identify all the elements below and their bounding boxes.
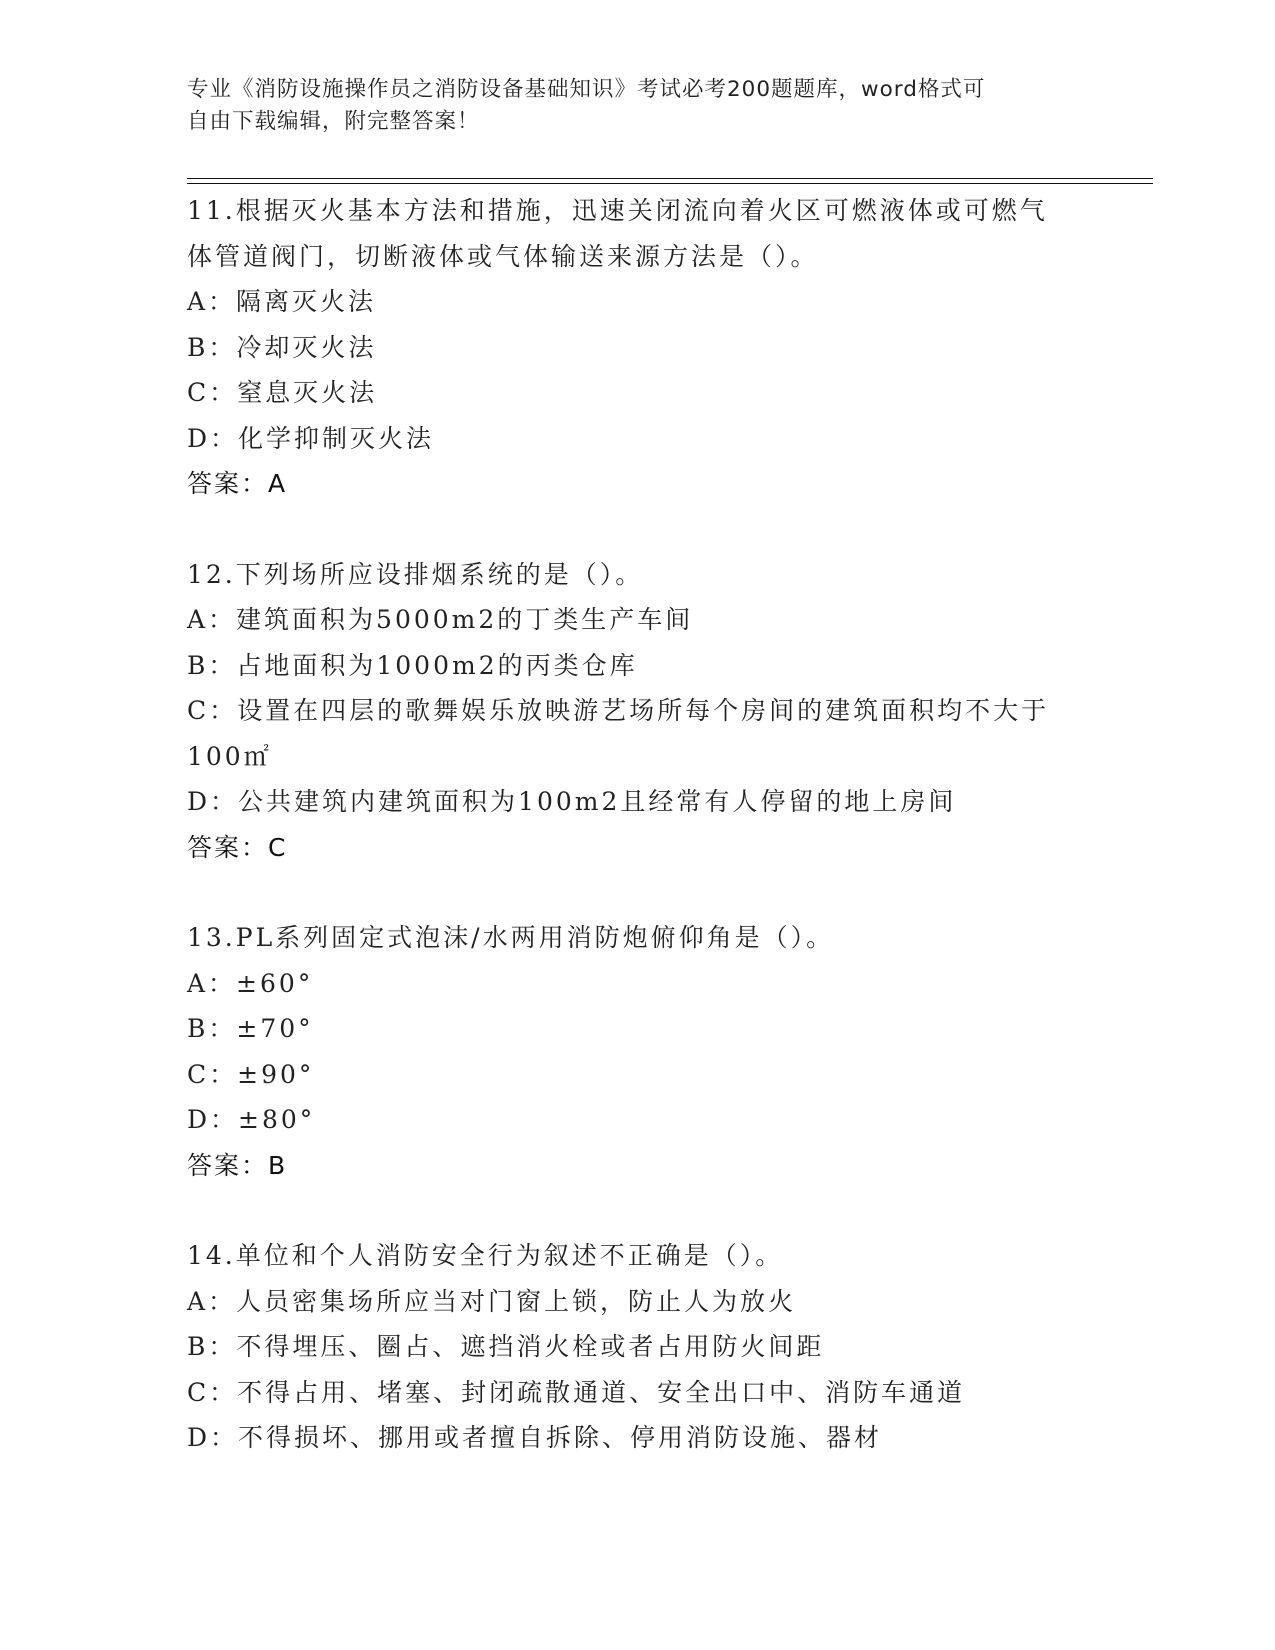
header-divider-bottom xyxy=(187,183,1153,184)
question-stem-line: 13.PL系列固定式泡沫/水两用消防炮俯仰角是（）。 xyxy=(187,923,835,952)
answer-line: 答案：C xyxy=(187,832,288,862)
option-c: C：±90° xyxy=(187,1059,315,1089)
option-d: D：±80° xyxy=(187,1105,316,1134)
answer-line: 答案：A xyxy=(187,469,288,498)
question-spacer xyxy=(187,507,1087,552)
option-c-continued: 100㎡ xyxy=(187,741,272,771)
option-d: D：公共建筑内建筑面积为100m2且经常有人停留的地上房间 xyxy=(187,787,957,816)
question-list xyxy=(187,188,1087,1461)
option-a: A：建筑面积为5000m2的丁类生产车间 xyxy=(187,605,694,634)
question-stem-line: 体管道阀门，切断液体或气体输送来源方法是（）。 xyxy=(187,241,819,271)
question-spacer xyxy=(187,870,1087,915)
option-c: C：不得占用、堵塞、封闭疏散通道、安全出口中、消防车通道 xyxy=(187,1377,966,1407)
document-header xyxy=(187,74,1067,138)
option-d: D：不得损坏、挪用或者擅自拆除、停用消防设施、器材 xyxy=(187,1423,883,1452)
question-12 xyxy=(187,552,1087,871)
question-stem-line: 14.单位和个人消防安全行为叙述不正确是（）。 xyxy=(187,1241,784,1270)
option-b: B：不得埋压、圈占、遮挡消火栓或者占用防火间距 xyxy=(187,1332,825,1361)
question-14 xyxy=(187,1233,1087,1461)
answer-line: 答案：B xyxy=(187,1150,288,1180)
option-d: D：化学抑制灭火法 xyxy=(187,423,435,453)
header-line-1: 专业《消防设施操作员之消防设备基础知识》考试必考200题题库，word格式可 xyxy=(187,77,986,102)
option-a: A：±60° xyxy=(187,968,314,998)
header-line-2: 自由下载编辑，附完整答案！ xyxy=(187,109,480,134)
option-b: B：冷却灭火法 xyxy=(187,332,377,362)
option-a: A：人员密集场所应当对门窗上锁，防止人为放火 xyxy=(187,1286,797,1316)
option-a: A：隔离灭火法 xyxy=(187,287,377,316)
option-c: C：设置在四层的歌舞娱乐放映游艺场所每个房间的建筑面积均不大于 xyxy=(187,696,1050,725)
option-c: C：窒息灭火法 xyxy=(187,378,378,407)
question-11 xyxy=(187,188,1087,507)
question-13 xyxy=(187,915,1087,1188)
option-b: B：占地面积为1000m2的丙类仓库 xyxy=(187,650,638,680)
option-b: B：±70° xyxy=(187,1014,314,1043)
header-divider-top xyxy=(187,178,1153,179)
question-stem-line: 11.根据灭火基本方法和措施，迅速关闭流向着火区可燃液体或可燃气 xyxy=(187,196,1048,225)
question-spacer xyxy=(187,1188,1087,1233)
question-stem-line: 12.下列场所应设排烟系统的是（）。 xyxy=(187,559,644,589)
